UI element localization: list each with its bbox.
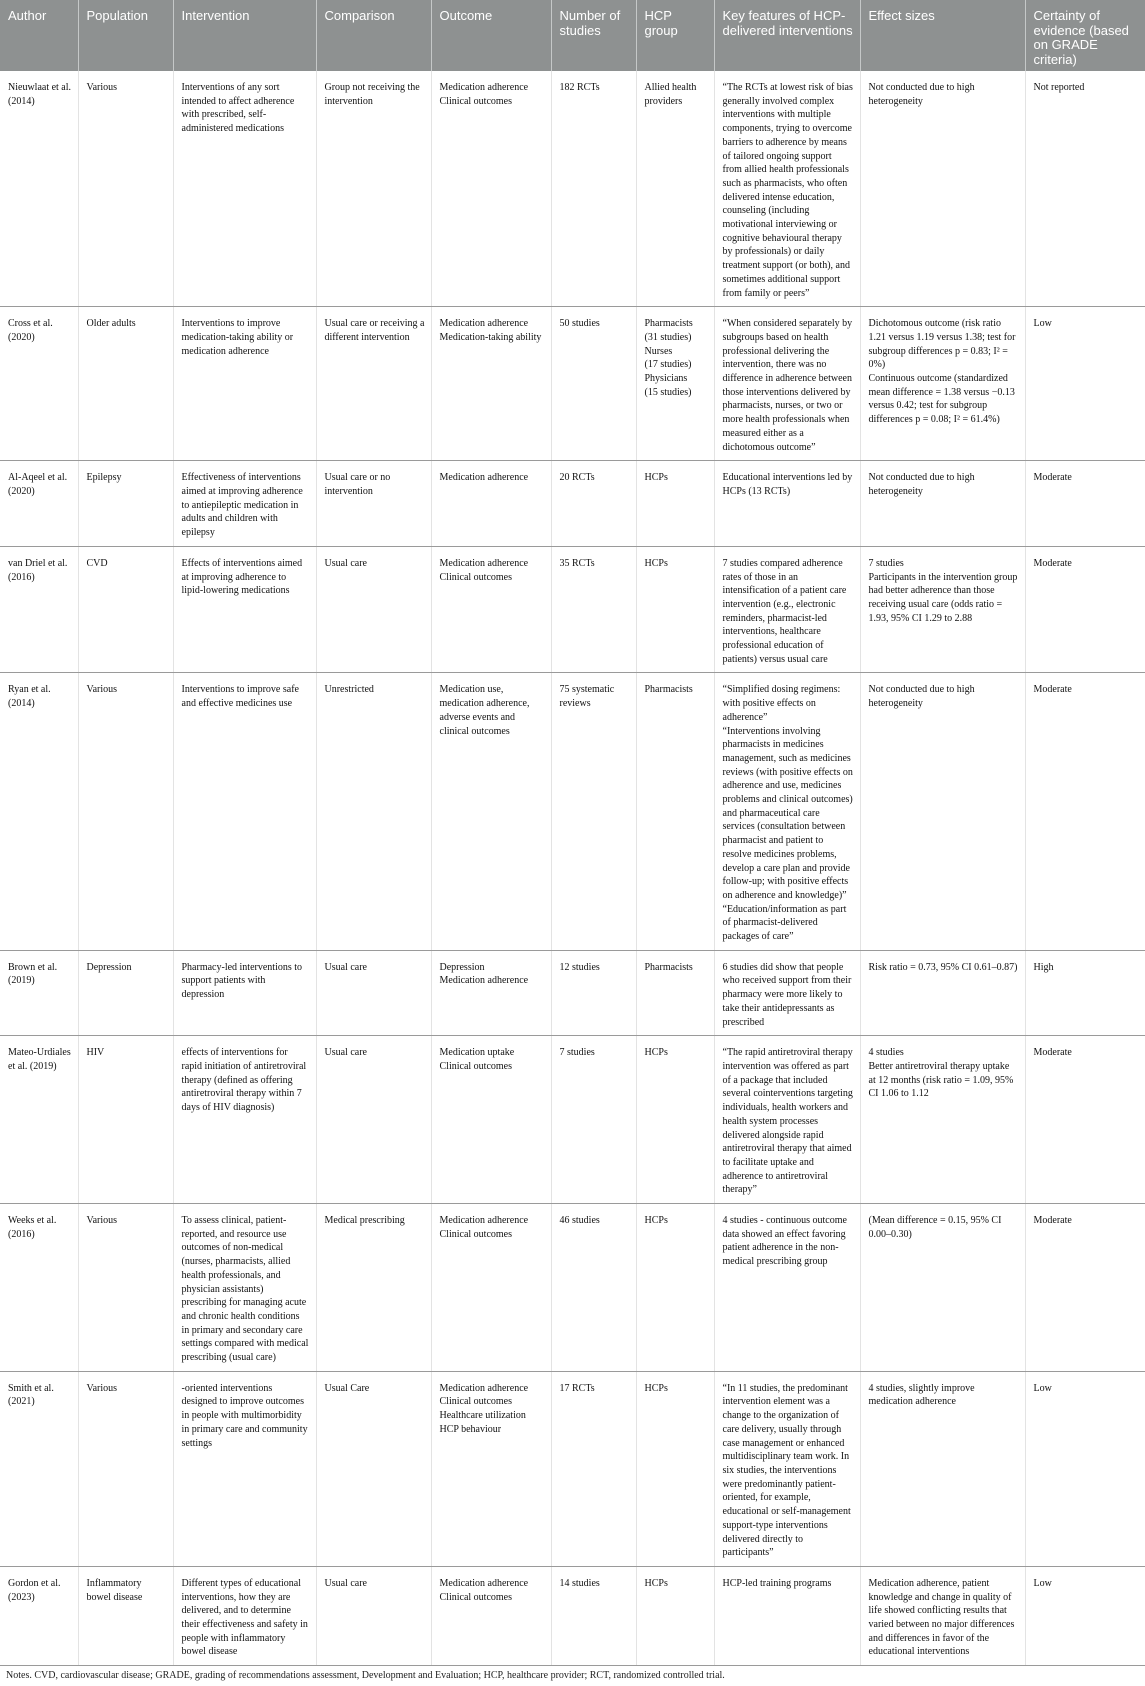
cell-studies: 17 RCTs <box>551 1371 636 1566</box>
col-header-hcp-group: HCP group <box>636 0 714 71</box>
cell-effect-sizes: 4 studies Better antiretroviral therapy uptake at 12 months (risk ratio = 1.09, 95% CI 1.06 to 1.12 <box>860 1036 1025 1204</box>
cell-effect-sizes: (Mean difference = 0.15, 95% CI 0.00–0.30) <box>860 1204 1025 1372</box>
table-row <box>0 1204 1145 1372</box>
cell-comparison: Usual care <box>316 1566 431 1665</box>
cell-comparison: Usual Care <box>316 1371 431 1566</box>
cell-effect-sizes: 7 studies Participants in the intervention group had better adherence than those receiving usual care (odds ratio = 1.93, 95% CI 1.29 to 2.88 <box>860 546 1025 673</box>
cell-hcp-group: HCPs <box>636 1371 714 1566</box>
cell-population: HIV <box>78 1036 173 1204</box>
cell-intervention: Effectiveness of interventions aimed at improving adherence to antiepileptic medication in adults and children with epilepsy <box>173 461 316 547</box>
cell-intervention: Interventions to improve medication-taking ability or medication adherence <box>173 307 316 461</box>
table-row <box>0 1036 1145 1204</box>
cell-population: Various <box>78 1371 173 1566</box>
table-row <box>0 546 1145 673</box>
cell-studies: 46 studies <box>551 1204 636 1372</box>
cell-key-features: 7 studies compared adherence rates of those in an intensification of a patient care intervention (e.g., electronic reminders, pharmacist-led interventions, healthcare professional education of patients) versus usual care <box>714 546 860 673</box>
cell-outcome: Medication adherence Medication-taking ability <box>431 307 551 461</box>
cell-outcome: Medication use, medication adherence, adverse events and clinical outcomes <box>431 673 551 950</box>
cell-intervention: Interventions of any sort intended to affect adherence with prescribed, self-administered medications <box>173 71 316 307</box>
cell-intervention: effects of interventions for rapid initiation of antiretroviral therapy (defined as offering antiretroviral therapy within 7 days of HIV diagnosis) <box>173 1036 316 1204</box>
cell-certainty: High <box>1025 950 1145 1036</box>
table-row <box>0 307 1145 461</box>
cell-population: Various <box>78 1204 173 1372</box>
cell-outcome: Medication adherence Clinical outcomes <box>431 1204 551 1372</box>
cell-comparison: Group not receiving the intervention <box>316 71 431 307</box>
table-row <box>0 673 1145 950</box>
cell-studies: 75 systematic reviews <box>551 673 636 950</box>
table-body <box>0 71 1145 1666</box>
cell-comparison: Usual care or no intervention <box>316 461 431 547</box>
col-header-comparison: Comparison <box>316 0 431 71</box>
cell-intervention: Pharmacy-led interventions to support patients with depression <box>173 950 316 1036</box>
cell-certainty: Moderate <box>1025 1204 1145 1372</box>
cell-effect-sizes: Not conducted due to high heterogeneity <box>860 71 1025 307</box>
cell-effect-sizes: Risk ratio = 0.73, 95% CI 0.61–0.87) <box>860 950 1025 1036</box>
cell-studies: 35 RCTs <box>551 546 636 673</box>
col-header-outcome: Outcome <box>431 0 551 71</box>
cell-hcp-group: HCPs <box>636 1036 714 1204</box>
cell-population: Various <box>78 673 173 950</box>
cell-studies: 14 studies <box>551 1566 636 1665</box>
cell-author: Al-Aqeel et al. (2020) <box>0 461 78 547</box>
col-header-certainty: Certainty of evidence (based on GRADE criteria) <box>1025 0 1145 71</box>
cell-hcp-group: Allied health providers <box>636 71 714 307</box>
cell-population: Older adults <box>78 307 173 461</box>
cell-hcp-group: Pharmacists <box>636 950 714 1036</box>
cell-outcome: Medication adherence Clinical outcomes <box>431 546 551 673</box>
col-header-intervention: Intervention <box>173 0 316 71</box>
cell-studies: 20 RCTs <box>551 461 636 547</box>
cell-certainty: Not reported <box>1025 71 1145 307</box>
table-row <box>0 1566 1145 1665</box>
cell-hcp-group: HCPs <box>636 546 714 673</box>
header-row <box>0 0 1145 71</box>
cell-comparison: Usual care <box>316 950 431 1036</box>
table-row <box>0 461 1145 547</box>
cell-outcome: Depression Medication adherence <box>431 950 551 1036</box>
col-header-number-of-studies: Number of studies <box>551 0 636 71</box>
cell-key-features: “When considered separately by subgroups based on health professional delivering the intervention, there was no difference in adherence between those interventions delivered by pharmacists, nurses, or two or more health professionals when measured either as a dichotomous outcome” <box>714 307 860 461</box>
cell-population: Depression <box>78 950 173 1036</box>
col-header-author: Author <box>0 0 78 71</box>
cell-key-features: “Simplified dosing regimens: with positive effects on adherence” “Interventions involving pharmacists in medicines management, such as medicines reviews (with positive effects on adherence and use, medicines problems and clinical outcomes) and pharmaceutical care services (consultation between pharmacist and patient to resolve medicines problems, develop a care plan and provide follow-up; with positive effects on adherence and knowledge)” “Education/information as part of pharmacist-delivered packages of care” <box>714 673 860 950</box>
cell-effect-sizes: Not conducted due to high heterogeneity <box>860 461 1025 547</box>
cell-key-features: Educational interventions led by HCPs (13 RCTs) <box>714 461 860 547</box>
cell-certainty: Low <box>1025 1566 1145 1665</box>
cell-author: van Driel et al. (2016) <box>0 546 78 673</box>
cell-effect-sizes: Dichotomous outcome (risk ratio 1.21 versus 1.19 versus 1.38; test for subgroup differences p = 0.83; I² = 0%) Continuous outcome (standardized mean difference = 1.38 versus −0.13 versus 0.42; test for subgroup differences p = 0.08; I² = 61.4%) <box>860 307 1025 461</box>
cell-author: Cross et al. (2020) <box>0 307 78 461</box>
cell-key-features: 4 studies - continuous outcome data showed an effect favoring patient adherence in the non-medical prescribing group <box>714 1204 860 1372</box>
cell-author: Ryan et al. (2014) <box>0 673 78 950</box>
cell-key-features: HCP-led training programs <box>714 1566 860 1665</box>
cell-author: Mateo-Urdiales et al. (2019) <box>0 1036 78 1204</box>
cell-outcome: Medication adherence <box>431 461 551 547</box>
cell-hcp-group: HCPs <box>636 461 714 547</box>
cell-key-features: “The RCTs at lowest risk of bias generally involved complex interventions with multiple components, trying to overcome barriers to adherence by means of tailored ongoing support from allied health professionals such as pharmacists, who often delivered intense education, counseling (including motivational interviewing or cognitive behavioural therapy by professionals) or daily treatment support (or both), and sometimes additional support from family or peers” <box>714 71 860 307</box>
cell-comparison: Usual care <box>316 1036 431 1204</box>
cell-outcome: Medication uptake Clinical outcomes <box>431 1036 551 1204</box>
col-header-effect-sizes: Effect sizes <box>860 0 1025 71</box>
table-row <box>0 71 1145 307</box>
cell-intervention: -oriented interventions designed to improve outcomes in people with multimorbidity in primary care and community settings <box>173 1371 316 1566</box>
cell-intervention: To assess clinical, patient-reported, and resource use outcomes of non-medical (nurses, pharmacists, allied health professionals, and physician assistants) prescribing for managing acute and chronic health conditions in primary and secondary care settings compared with medical prescribing (usual care) <box>173 1204 316 1372</box>
cell-studies: 182 RCTs <box>551 71 636 307</box>
cell-studies: 12 studies <box>551 950 636 1036</box>
cell-author: Nieuwlaat et al. (2014) <box>0 71 78 307</box>
cell-intervention: Effects of interventions aimed at improving adherence to lipid-lowering medications <box>173 546 316 673</box>
cell-outcome: Medication adherence Clinical outcomes Healthcare utilization HCP behaviour <box>431 1371 551 1566</box>
cell-key-features: “In 11 studies, the predominant intervention element was a change to the organization of care delivery, usually through case management or enhanced multidisciplinary team work. In six studies, the interventions were predominantly patient-oriented, for example, educational or self-management support-type interventions delivered directly to participants” <box>714 1371 860 1566</box>
cell-hcp-group: Pharmacists <box>636 673 714 950</box>
col-header-key-features: Key features of HCP-delivered interventions <box>714 0 860 71</box>
cell-population: Inflammatory bowel disease <box>78 1566 173 1665</box>
cell-outcome: Medication adherence Clinical outcomes <box>431 71 551 307</box>
cell-studies: 7 studies <box>551 1036 636 1204</box>
cell-key-features: “The rapid antiretroviral therapy intervention was offered as part of a package that included several cointerventions targeting individuals, health workers and health system processes delivered alongside rapid antiretroviral therapy that aimed to facilitate uptake and adherence to antiretroviral therapy” <box>714 1036 860 1204</box>
cell-certainty: Low <box>1025 1371 1145 1566</box>
cell-outcome: Medication adherence Clinical outcomes <box>431 1566 551 1665</box>
cell-intervention: Different types of educational interventions, how they are delivered, and to determine their effectiveness and safety in people with inflammatory bowel disease <box>173 1566 316 1665</box>
cell-certainty: Moderate <box>1025 673 1145 950</box>
cell-comparison: Unrestricted <box>316 673 431 950</box>
cell-author: Weeks et al. (2016) <box>0 1204 78 1372</box>
cell-hcp-group: Pharmacists (31 studies) Nurses (17 studies) Physicians (15 studies) <box>636 307 714 461</box>
cell-studies: 50 studies <box>551 307 636 461</box>
cell-comparison: Usual care or receiving a different intervention <box>316 307 431 461</box>
cell-certainty: Moderate <box>1025 461 1145 547</box>
cell-population: Epilepsy <box>78 461 173 547</box>
cell-population: CVD <box>78 546 173 673</box>
cell-key-features: 6 studies did show that people who received support from their pharmacy were more likely to take their antidepressants as prescribed <box>714 950 860 1036</box>
cell-certainty: Low <box>1025 307 1145 461</box>
table-row <box>0 950 1145 1036</box>
cell-intervention: Interventions to improve safe and effective medicines use <box>173 673 316 950</box>
cell-hcp-group: HCPs <box>636 1566 714 1665</box>
cell-comparison: Usual care <box>316 546 431 673</box>
cell-effect-sizes: Medication adherence, patient knowledge and change in quality of life showed conflicting results that varied between no major differences and differences in favor of the educational interventions <box>860 1566 1025 1665</box>
cell-hcp-group: HCPs <box>636 1204 714 1372</box>
cell-author: Brown et al. (2019) <box>0 950 78 1036</box>
cell-effect-sizes: 4 studies, slightly improve medication adherence <box>860 1371 1025 1566</box>
cell-author: Smith et al. (2021) <box>0 1371 78 1566</box>
cell-population: Various <box>78 71 173 307</box>
table-row <box>0 1371 1145 1566</box>
cell-certainty: Moderate <box>1025 1036 1145 1204</box>
cell-comparison: Medical prescribing <box>316 1204 431 1372</box>
table-notes: Notes. CVD, cardiovascular disease; GRADE, grading of recommendations assessment, Development and Evaluation; HCP, healthcare provider; RCT, randomized controlled trial. <box>6 1670 725 1681</box>
col-header-population: Population <box>78 0 173 71</box>
cell-author: Gordon et al. (2023) <box>0 1566 78 1665</box>
cell-certainty: Moderate <box>1025 546 1145 673</box>
cell-effect-sizes: Not conducted due to high heterogeneity <box>860 673 1025 950</box>
